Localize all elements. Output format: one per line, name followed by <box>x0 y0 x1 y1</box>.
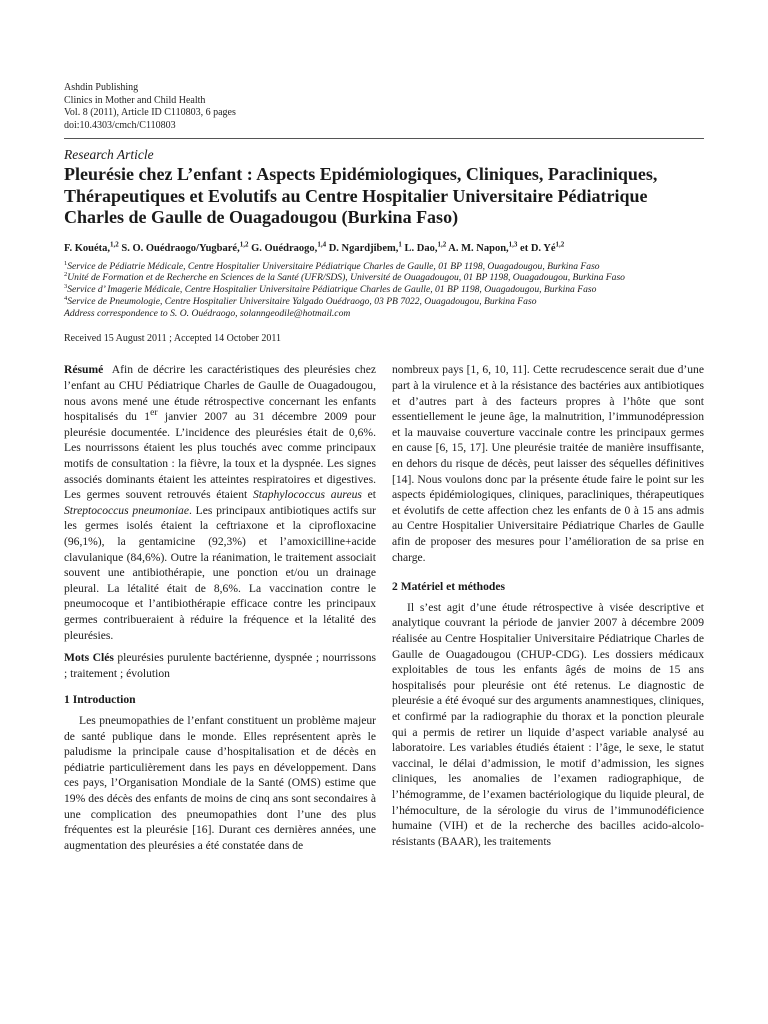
affiliation: $^1$Service de Pédiatrie Médicale, Centre Hospitalier Universitaire Pédiatrique Charles de Gaulle, 01 BP 1198, Ouagadougou, Burkina Faso <box>64 259 600 272</box>
intro-continued: nombreux pays [1, 6, 10, 11]. Cette recrudescence serait due d’une part à la virulence et à la résistance des bactéries aux antibiotiques et d’autres part à des facteurs propres à l’hôte que sont essentiellement le jeune âge, la malnutrition, l’immunodépression et la mauvaise couverture vaccinale contre les principaux germes en cause [6, 15, 17]. Une pleurésie traitée de manière insuffisante, en dehors du risque de décès, peut laisser des séquelles définitives [14]. Nous voulons donc par la présente étude faire le point sur les aspects épidémiologiques, cliniques, paracliniques, thérapeutiques et évolutifs de cette affection chez les enfants de 0 à 15 ans admis au Centre Hospitalier Universitaire Pédiatrique Charles de Gaulle afin de proposer des mesures pour l’amélioration de sa prise en charge. <box>392 363 704 564</box>
methods-text: Il s’est agit d’une étude rétrospective à visée descriptive et analytique couvrant la période de janvier 2007 à décembre 2009 réalisée au Centre Hospitalier Universitaire Pédiatrique Charles de Gaulle de Ouagadougou (CHUP-CDG). Les dossiers médicaux exploitables de tous les enfants âgés de moins de 15 ans hospitalisés pour pleurésie ont été retenus. Le diagnostic de pleurésie a été évoqué sur des arguments anamnestiques, cliniques, et confirmé par la radiographie du thorax et la ponction pleurale qui a permis de retirer un liquide d’aspect variable analysé au laboratoire. Les variables étudiés étaient : l’âge, le sexe, le statut vaccinal, le délai d’admission, le motif d’admission, les signes cliniques, les anomalies de l’examen radiographique, de l’hémogramme, de l’examen bactériologique du liquide pleural, de l’hémoculture, de la sérologie du virus de l’immunodéficience humaine (VIH) et de la recherche des bacilles acido-alcolo-résistants (BAAR), les traitements <box>392 600 704 848</box>
correspondence: Address correspondence to S. O. Ouédraogo, solanngeodile@hotmail.com <box>64 307 351 319</box>
header-divider <box>64 138 704 139</box>
keywords: Mots Clés pleurésies purulente bactérienne, dyspnée ; nourrissons ; traitement ; évolution <box>64 651 377 680</box>
received-dates: Received 15 August 2011 ; Accepted 14 October 2011 <box>64 333 281 345</box>
article-page <box>64 82 704 853</box>
methods-heading: 2 Matériel et méthodes <box>392 580 505 594</box>
author: S. O. Ouédraogo/Yugbaré,$^{1,2}$ <box>121 240 249 254</box>
author: G. Ouédraogo,$^{1,4}$ <box>251 240 327 254</box>
author-list <box>64 242 704 256</box>
author: et D. Yé$^{1,2}$ <box>520 240 565 254</box>
affiliation: $^3$Service d’ Imagerie Médicale, Centre Hospitalier Universitaire Pédiatrique Charles de Gaulle, 01 BP 1198, Ouagadougou, Burkina Faso <box>64 282 597 296</box>
keywords-label: Mots Clés <box>64 651 114 665</box>
author: F. Kouéta,$^{1,2}$ <box>64 240 119 254</box>
author: D. Ngardjibem,$^1$ <box>328 240 402 254</box>
article-type: Research Article <box>64 147 154 162</box>
journal-volume: Vol. 8 (2011), Article ID C110803, 6 pages <box>64 107 236 118</box>
journal-header <box>64 82 704 132</box>
affiliation: $^4$Service de Pneumologie, Centre Hospitalier Universitaire Yalgado Ouédraogo, 03 PB 7022, Ouagadougou, Burkina Faso <box>64 294 537 307</box>
abstract: Résumé Afin de décrire les caractéristiques des pleurésies chez l’enfant au CHU Pédiatrique Charles de Gaulle de Ouagadougou, nous avons mené une étude rétrospective concernant les enfants hospitalisés du 1er janvier 2007 au 31 décembre 2009 pour pleurésie documentée. L’incidence des pleurésies était de 0,6%. Les nourrissons étaient les plus touchés avec comme principaux motifs de consultation : la fièvre, la toux et la dyspnée. Les signes associés dominants étaient les atteintes respiratoires et digestives. Les germes souvent retrouvés étaient Staphylococcus aureus et Streptococcus pneumoniae. Les principaux antibiotiques actifs sur les germes isolés étaient la ceftriaxone et la ciprofloxacine (96,1%), la gentamicine (92,3%) et l’amoxicilline+acide clavulanique (84,6%). Outre la réanimation, le traitement associait souvent une antibiothérapie, une ponction et/ou un drainage pleural. La létalité était de 8,6%. La vaccination contre le pneumocoque et l’antibiothérapie efficace contre les principaux germes contribueraient à réduire la fréquence et la létalité des pleurésies. <box>64 363 377 642</box>
author: A. M. Napon,$^{1,3}$ <box>448 240 518 254</box>
journal-name: Clinics in Mother and Child Health <box>64 94 206 106</box>
body-columns <box>64 362 704 853</box>
right-column <box>392 362 704 853</box>
abstract-label: Résumé <box>64 363 104 377</box>
article-title: Pleurésie chez L’enfant : Aspects Epidémiologiques, Cliniques, Paracliniques, Thérapeutiques et Evolutifs au Centre Hospitalier Universitaire Pédiatrique Charles de Gaulle de Ouagadougou (Burkina Faso) <box>64 164 658 227</box>
intro-text: Les pneumopathies de l’enfant constituent un problème majeur de santé publique dans le monde. Elles représentent après le paludisme la principale cause d’hospitalisation et de décès en pédiatrie particulièrement dans les pays en développement. Dans ces pays, l’Organisation Mondiale de la Santé (OMS) estime que 19% des décès des enfants de moins de cinq ans sont secondaires à une complication des pneumopathies dont l’une des plus fréquentes est la pleurésie [16]. Durant ces dernières années, une augmentation des pleurésies a été constatée dans de <box>64 713 376 852</box>
publisher: Ashdin Publishing <box>64 82 139 93</box>
intro-heading: 1 Introduction <box>64 693 136 707</box>
left-column <box>64 362 376 853</box>
affiliation: $^2$Unité de Formation et de Recherche en Sciences de la Santé (UFR/SDS), Université de Ouagadougou, 01 BP 1198, Ouagadougou, Burkina Faso <box>64 271 625 284</box>
author: L. Dao,$^{1,2}$ <box>404 240 447 254</box>
journal-doi: doi:10.4303/cmch/C110803 <box>64 119 176 131</box>
affiliations <box>64 261 704 320</box>
